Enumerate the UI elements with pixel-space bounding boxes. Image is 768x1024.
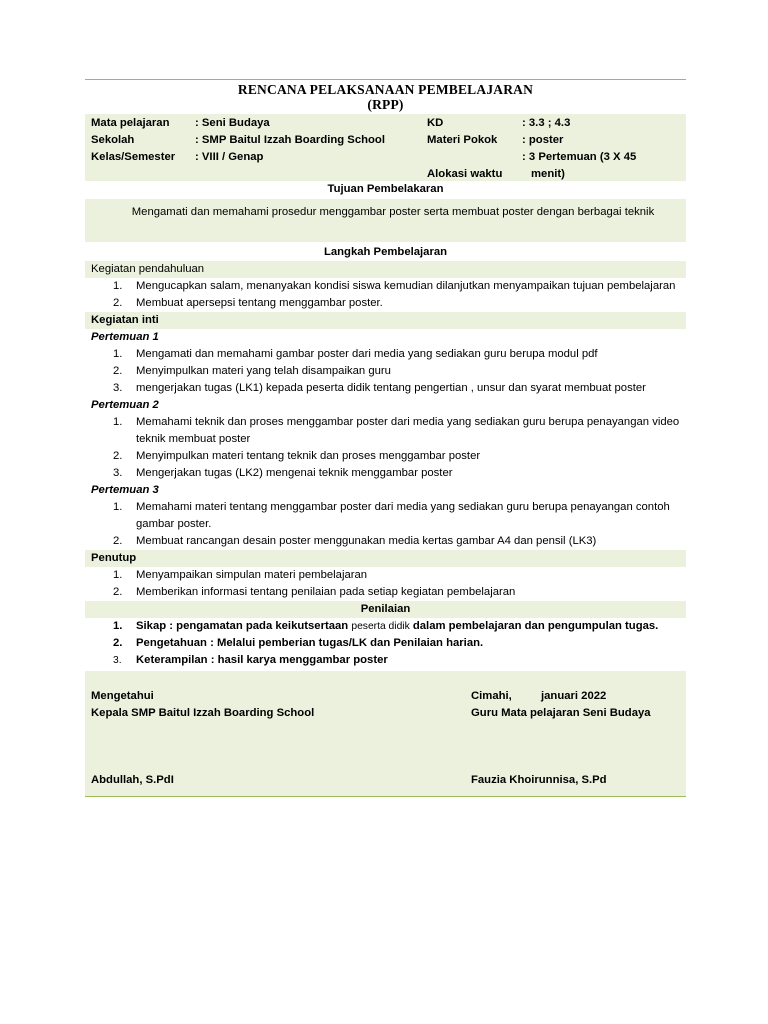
list-item: 1. Memahami teknik dan proses menggambar poster dari media yang sediakan guru berupa penayangan video teknik membuat poster <box>113 416 680 445</box>
pertemuan-2-label: Pertemuan 2 <box>91 399 159 411</box>
list-item: 2. Membuat apersepsi tentang menggambar poster. <box>113 297 383 309</box>
bottom-rule <box>85 796 686 797</box>
materi-label: Materi Pokok <box>427 134 498 146</box>
list-item: 1. Mengamati dan memahami gambar poster dari media yang sediakan guru berupa modul pdf <box>113 348 598 360</box>
alokasi-value-1: : 3 Pertemuan (3 X 45 <box>522 151 637 163</box>
kelas-label: Kelas/Semester <box>91 151 176 163</box>
sign-place: Cimahi, <box>471 690 512 702</box>
list-item: 1. Menyampaikan simpulan materi pembelajaran <box>113 569 368 581</box>
sign-left-2: Kepala SMP Baitul Izzah Boarding School <box>91 707 315 719</box>
sign-left-name: Abdullah, S.PdI <box>91 774 174 786</box>
kd-label: KD <box>427 117 444 129</box>
pertemuan-3-list <box>85 499 686 550</box>
list-item: 1. Memahami materi tentang menggambar poster dari media yang sediakan guru berupa penayangan contoh gambar poster. <box>113 501 670 530</box>
list-item: 1. Sikap : pengamatan pada keikutsertaan peserta didik dalam pembelajaran dan pengumpulan tugas. <box>113 620 659 632</box>
alokasi-label: Alokasi waktu <box>427 168 503 180</box>
kelas-value: : VIII / Genap <box>195 151 264 163</box>
kd-value: : 3.3 ; 4.3 <box>522 117 571 129</box>
list-item: 1. Mengucapkan salam, menanyakan kondisi siswa kemudian dilanjutkan menyampaikan tujuan pembelajaran <box>113 280 676 292</box>
pertemuan-1-label: Pertemuan 1 <box>91 331 159 343</box>
sekolah-label: Sekolah <box>91 134 135 146</box>
penilaian-list <box>85 618 686 669</box>
list-item: 2. Menyimpulkan materi tentang teknik dan proses menggambar poster <box>113 450 481 462</box>
tujuan-text: Mengamati dan memahami prosedur menggambar poster serta membuat poster dengan berbagai teknik <box>85 199 686 242</box>
header-info-block <box>85 114 686 181</box>
sign-right-2: Guru Mata pelajaran Seni Budaya <box>471 707 651 719</box>
sekolah-value: : SMP Baitul Izzah Boarding School <box>195 134 385 146</box>
list-item: 2. Menyimpulkan materi yang telah disampaikan guru <box>113 365 391 377</box>
penilaian-heading: Penilaian <box>85 601 686 618</box>
sign-date: januari 2022 <box>541 690 607 702</box>
alokasi-value-2: menit) <box>531 168 565 180</box>
doc-title: RENCANA PELAKSANAAN PEMBELAJARAN <box>237 82 534 97</box>
list-item: 2. Memberikan informasi tentang penilaian pada setiap kegiatan pembelajaran <box>113 586 516 598</box>
tujuan-heading: Tujuan Pembelakaran <box>327 183 444 195</box>
list-item: 2. Pengetahuan : Melalui pemberian tugas/LK dan Penilaian harian. <box>113 637 484 649</box>
pendahuluan-list <box>85 278 686 312</box>
top-rule <box>85 79 686 80</box>
signature-block <box>85 671 686 796</box>
mapel-value: : Seni Budaya <box>195 117 270 129</box>
list-item: 3. Keterampilan : hasil karya menggambar poster <box>113 654 388 666</box>
penutup-label: Penutup <box>85 550 686 567</box>
pertemuan-2-list <box>85 414 686 482</box>
sign-left-1: Mengetahui <box>91 690 154 702</box>
mapel-label: Mata pelajaran <box>91 117 170 129</box>
document-page <box>85 79 686 797</box>
materi-value: : poster <box>522 134 564 146</box>
doc-subtitle: (RPP) <box>367 97 404 112</box>
list-item: 2. Membuat rancangan desain poster menggunakan media kertas gambar A4 dan pensil (LK3) <box>113 535 597 547</box>
inti-label: Kegiatan inti <box>85 312 686 329</box>
pertemuan-3-label: Pertemuan 3 <box>91 484 159 496</box>
langkah-heading: Langkah Pembelajaran <box>323 246 448 258</box>
penutup-list <box>85 567 686 601</box>
pendahuluan-label: Kegiatan pendahuluan <box>85 261 686 278</box>
pertemuan-1-list <box>85 346 686 397</box>
list-item: 3. Mengerjakan tugas (LK2) mengenai teknik menggambar poster <box>113 467 453 479</box>
list-item: 3. mengerjakan tugas (LK1) kepada peserta didik tentang pengertian , unsur dan syarat membuat poster <box>113 382 646 394</box>
sign-right-name: Fauzia Khoirunnisa, S.Pd <box>471 774 607 786</box>
